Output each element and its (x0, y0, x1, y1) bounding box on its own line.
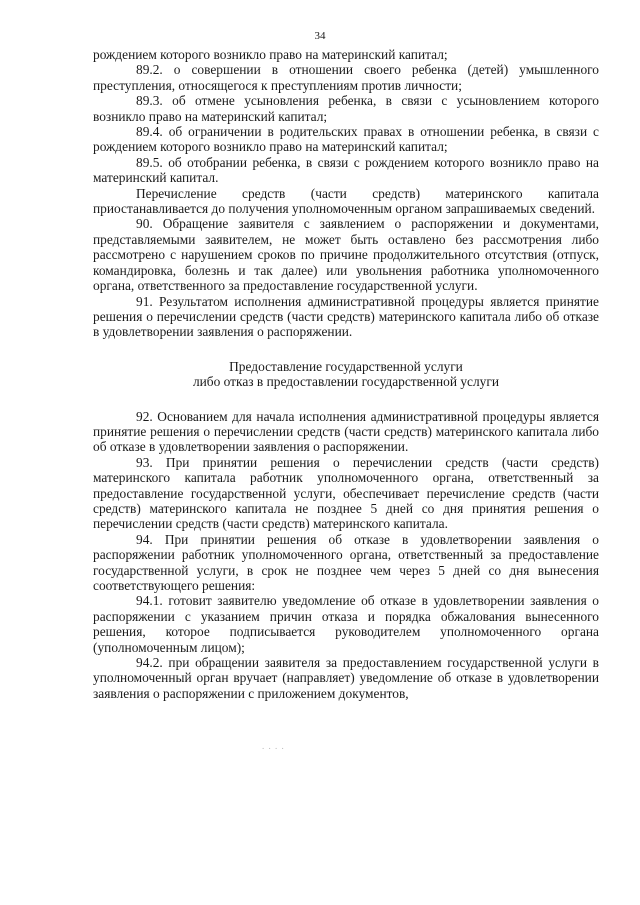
paragraph: 89.2. о совершении в отношении своего ребенка (детей) умышленного преступления, относящегося к преступлениям против личности; (93, 62, 599, 93)
paragraph: 93. При принятии решения о перечислении средств (части средств) материнского капитала работник уполномоченного органа, ответственный за предоставление государственной услуги, обеспечивает перечисление средств (части средств) материнского капитала не позднее 5 дней со дня принятия решения о перечислении средств (части средств) материнского капитала. (93, 454, 599, 532)
paragraph: 91. Результатом исполнения административной процедуры является принятие решения о перечислении средств (части средств) материнского капитала либо об отказе в удовлетворении заявления о распоряжении. (93, 293, 599, 340)
paragraph: 92. Основанием для начала исполнения административной процедуры является принятие решения о перечислении средств (части средств) материнского капитала либо об отказе в удовлетворении заявления о распоряжении. (93, 408, 599, 455)
scan-smudge: . . . . (262, 741, 285, 751)
paragraph: рождением которого возникло право на материнский капитал; (93, 47, 448, 62)
document-body (93, 47, 599, 701)
paragraph: 94.1. готовит заявителю уведомление об отказе в удовлетворении заявления о распоряжении с указанием причин отказа и порядка обжалования вынесенного решения, которое подписывается руководителем уполномоченного органа (уполномоченным лицом); (93, 593, 599, 655)
paragraph: 89.5. об отобрании ребенка, в связи с рождением которого возникло право на материнский капитал. (93, 154, 599, 186)
section-heading-line: Предоставление государственной услуги (229, 358, 463, 374)
paragraph: 90. Обращение заявителя с заявлением о распоряжении и документами, представляемыми заявителем, не может быть оставлено без рассмотрения либо рассмотрено с нарушением сроков по причине продолжительного отсутствия (отпуск, командировка, болезнь и так далее) или увольнения работника уполномоченного органа, ответственного за предоставление государственной услуги. (93, 216, 599, 294)
paragraph: 89.3. об отмене усыновления ребенка, в связи с усыновлением которого возникло право на материнский капитал; (93, 93, 599, 124)
paragraph: 94. При принятии решения об отказе в удовлетворении заявления о распоряжении работник уполномоченного органа, ответственный за предоставление государственной услуги, в срок не позднее чем через 5 дней со дня вынесения соответствующего решения: (93, 531, 599, 593)
paragraph: Перечисление средств (части средств) материнского капитала приостанавливается до получения уполномоченным органом запрашиваемых сведений. (93, 185, 599, 217)
section-heading-line: либо отказ в предоставлении государственной услуги (192, 374, 500, 390)
paragraph: 94.2. при обращении заявителя за предоставлением государственной услуги в уполномоченный орган вручает (направляет) уведомление об отказе в удовлетворении заявления о распоряжении с приложением документов, (93, 655, 599, 701)
page-number: 34 (314, 30, 326, 42)
paragraph: 89.4. об ограничении в родительских правах в отношении ребенка, в связи с рождением которого возникло право на материнский капитал; (93, 124, 599, 155)
section-heading (93, 359, 599, 390)
